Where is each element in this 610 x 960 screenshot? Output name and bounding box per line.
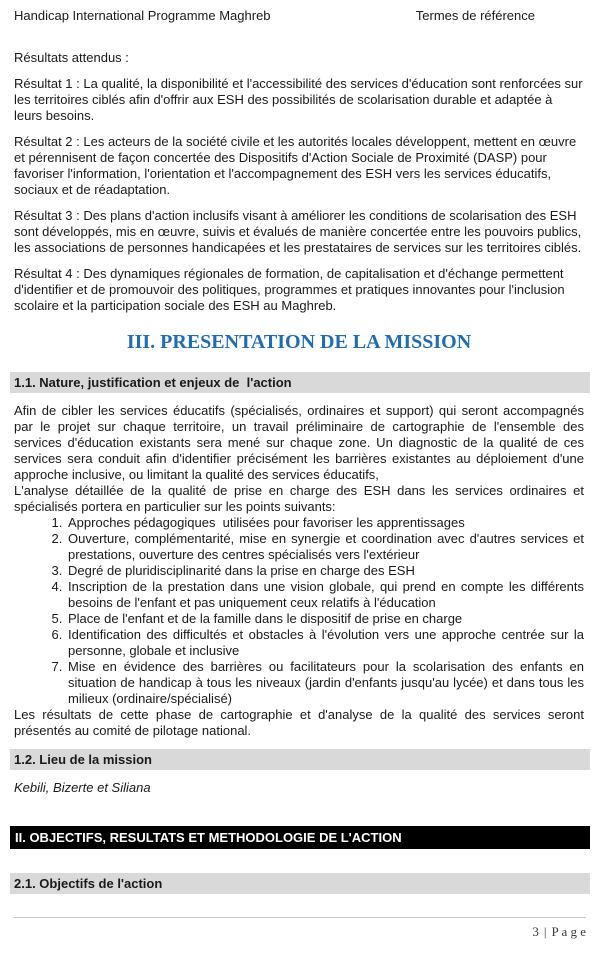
page-header: [14, 8, 584, 24]
section-1-1-closing-paragraph: Les résultats de cette phase de cartographie et d'analyse de la qualité des services seront présentés au comité de pilotage national.: [14, 707, 584, 738]
list-item: 5. Place de l'enfant et de la famille dans le dispositif de prise en charge: [66, 611, 584, 627]
result-1-paragraph: Résultat 1 : La qualité, la disponibilité et l'accessibilité des services d'éducation sont renforcées sur les territoires ciblés afin d'offrir aux ESH des possibilités de scolarisation durable et adaptée à leurs besoins.: [14, 76, 583, 123]
mission-location: Kebili, Bizerte et Siliana: [14, 780, 151, 795]
list-item: 4. Inscription de la prestation dans une vision globale, qui prend en compte les différents besoins de l'enfant et pas uniquement ceux relatifs à l'éducation: [66, 579, 584, 611]
footer-page-label: P a g e: [551, 924, 586, 939]
header-document-type: Termes de référence: [415, 8, 535, 23]
spacer: [14, 849, 584, 873]
result-2-paragraph: Résultat 2 : Les acteurs de la société civile et les autorités locales développent, mettent en œuvre et pérennisent de façon concertée des Dispositifs d'Action Sociale de Proximité (DASP) pour favoriser l'information, l'orientation et l'accompagnement des ESH vers les services éducatifs, sociaux et de réadaptation.: [14, 134, 577, 197]
list-item: 3. Degré de pluridisciplinarité dans la prise en charge des ESH: [66, 563, 584, 579]
footer-separator: |: [543, 924, 547, 939]
list-item: 2. Ouverture, complémentarité, mise en synergie et coordination avec d'autres services et prestations, ouverture des centres spécialisés vers l'extérieur: [66, 531, 584, 563]
expected-results-lead: Résultats attendus :: [14, 50, 129, 65]
section-heading-2-1: 2.1. Objectifs de l'action: [10, 873, 590, 894]
section-banner-2: II. OBJECTIFS, RESULTATS ET METHODOLOGIE DE L'ACTION: [10, 826, 590, 849]
header-organization: Handicap International Programme Maghreb: [14, 8, 271, 23]
result-3-paragraph: Résultat 3 : Des plans d'action inclusifs visant à améliorer les conditions de scolarisation des ESH sont développés, mis en œuvre, suivis et évalués de manière concertée entre les pouvoirs publics, les associations de personnes handicapées et les prestataires de services sur les territoires ciblés.: [14, 208, 582, 255]
section-1-1-paragraph-1: Afin de cibler les services éducatifs (spécialisés, ordinaires et support) qui seront accompagnés par le projet sur chaque territoire, un travail préliminaire de cartographie de l'ensemble des services d'éducation existants sera mené sur chaque zone. Un diagnostic de la qualité de ces services sera conduit afin d'identifier précisément les barrières existantes au déploiement d'une approche inclusive, ou limitant la qualité des services éducatifs,: [14, 403, 584, 482]
page-number: 3: [532, 924, 539, 939]
section-1-1-paragraph-2: L'analyse détaillée de la qualité de prise en charge des ESH dans les services ordinaires et spécialisés portera en particulier sur les points suivants:: [14, 483, 584, 514]
analysis-points-list: [14, 515, 584, 707]
section-heading-1-2: 1.2. Lieu de la mission: [10, 749, 590, 770]
spacer: [14, 806, 584, 826]
list-item: 1. Approches pédagogiques utilisées pour favoriser les apprentissages: [66, 515, 584, 531]
main-title: III. PRESENTATION DE LA MISSION: [126, 331, 472, 353]
section-heading-1-1: 1.1. Nature, justification et enjeux de l'action: [10, 372, 590, 393]
page-footer: [13, 917, 586, 940]
list-item: 6. Identification des difficultés et obstacles à l'évolution vers une approche centrée sur la personne, globale et inclusive: [66, 627, 584, 659]
list-item: 7. Mise en évidence des barrières ou facilitateurs pour la scolarisation des enfants en situation de handicap à tous les niveaux (jardin d'enfants jusqu'au lycée) et dans tous les milieux (ordinaire/spécialisé): [66, 659, 584, 707]
result-4-paragraph: Résultat 4 : Des dynamiques régionales de formation, de capitalisation et d'échange permettent d'identifier et de promouvoir des politiques, programmes et pratiques innovantes pour l'inclusion scolaire et la participation sociale des ESH au Maghreb.: [14, 266, 565, 313]
